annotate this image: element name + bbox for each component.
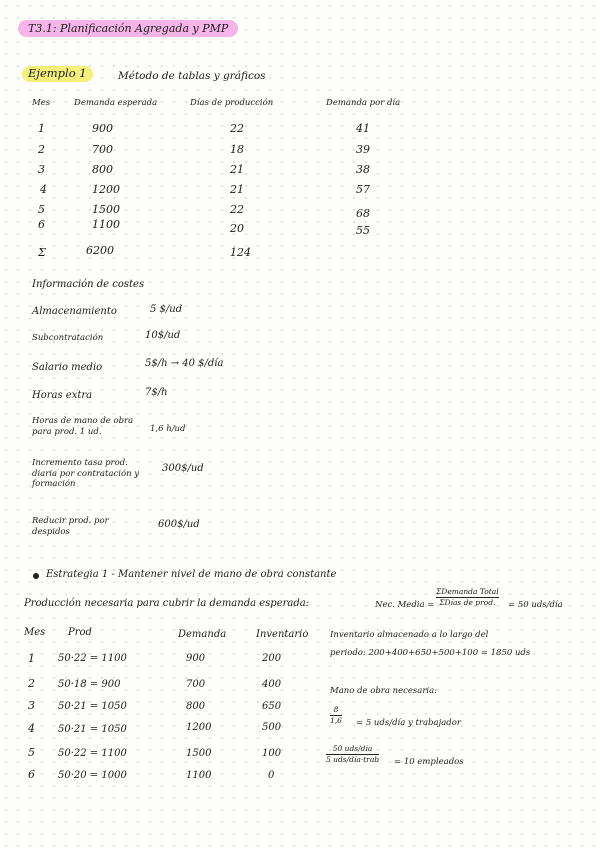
cost-value: 1,6 h/ud [150, 424, 186, 434]
col-header-dias: Días de producción [190, 98, 274, 108]
col-header-demanda-dia: Demanda por día [326, 98, 401, 108]
labor-heading: Mano de obra necesaria: [330, 686, 438, 696]
table-cell: 4 [40, 183, 47, 196]
table-cell: 800 [186, 701, 206, 712]
table-cell: 1500 [92, 203, 120, 216]
table-total-cell: Σ [38, 246, 46, 259]
cost-label: Incremento tasa prod. diaria por contratación y formación [32, 458, 140, 490]
table-cell: 100 [262, 748, 282, 759]
table-cell: 38 [356, 163, 370, 176]
table-cell: 50·22 = 1100 [58, 748, 127, 759]
bullet-icon [33, 573, 39, 579]
table-cell: 500 [262, 722, 282, 733]
cost-label: Horas extra [32, 390, 93, 401]
media-result: = 50 uds/día [508, 600, 563, 610]
table-cell: 1 [38, 122, 45, 135]
labor-fraction-2 [326, 745, 379, 765]
table-cell: 18 [230, 143, 244, 156]
table-cell: 1100 [92, 218, 120, 231]
cost-label: Horas de mano de obra para prod. 1 ud. [32, 416, 134, 437]
table-cell: 5 [28, 746, 35, 759]
table-cell: 3 [38, 163, 45, 176]
media-label: Nec. Media = [375, 600, 435, 610]
inventory-note: Inventario almacenado a lo largo del [330, 630, 489, 640]
table-cell: 68 [356, 207, 370, 220]
table-cell: 900 [186, 653, 206, 664]
cost-value: 7$/h [145, 387, 168, 398]
table-cell: 57 [356, 183, 370, 196]
table-cell: 22 [230, 122, 244, 135]
table-cell: 22 [230, 203, 244, 216]
table-cell: 50·21 = 1050 [58, 701, 127, 712]
table-cell: 4 [28, 722, 35, 735]
cost-label: Reducir prod. por despidos [32, 516, 109, 537]
page-title: T3.1: Planificación Agregada y PMP [18, 20, 238, 37]
table-total-cell: 6200 [86, 244, 114, 257]
cost-value: 300$/ud [162, 463, 204, 474]
cost-value: 5$/h → 40 $/día [145, 358, 224, 369]
table-cell: 200 [262, 653, 282, 664]
table-cell: 1 [28, 652, 35, 665]
table-cell: 50·20 = 1000 [58, 770, 127, 781]
table-cell: 41 [356, 122, 370, 135]
table-cell: 650 [262, 701, 282, 712]
media-denominator: ΣDías de prod. [439, 598, 496, 608]
cost-label: Almacenamiento [32, 306, 117, 317]
col-header-mes: Mes [32, 98, 51, 108]
production-needed-text: Producción necesaria para cubrir la demanda esperada: [24, 598, 310, 609]
table-cell: 900 [92, 122, 113, 135]
fraction-numerator: 8 [333, 705, 339, 714]
labor-fraction-1 [330, 706, 342, 726]
table-cell: 21 [230, 183, 244, 196]
table-cell: 21 [230, 163, 244, 176]
cost-value: 600$/ud [158, 519, 200, 530]
col-header-inventario: Inventario [256, 629, 309, 640]
table-cell: 700 [92, 143, 113, 156]
fraction-denominator: 5 uds/día·trab [326, 755, 380, 765]
table-cell: 800 [92, 163, 113, 176]
strategy-heading: Estrategia 1 - Mantener nivel de mano de obra constante [46, 569, 337, 580]
table-cell: 1200 [92, 183, 120, 196]
col-header-demanda: Demanda [178, 629, 227, 640]
cost-label: Subcontratación [32, 333, 104, 343]
table-cell: 700 [186, 679, 206, 690]
labor-result-1: = 5 uds/día y trabajador [356, 718, 461, 728]
table-cell: 1200 [186, 722, 212, 733]
table-cell: 400 [262, 679, 282, 690]
table-cell: 1100 [186, 770, 212, 781]
table-cell: 1500 [186, 748, 212, 759]
example-tag: Ejemplo 1 [22, 66, 93, 82]
costs-heading: Información de costes [32, 279, 145, 290]
table-cell: 2 [28, 677, 35, 690]
example-heading: Método de tablas y gráficos [118, 70, 266, 82]
col-header-mes: Mes [24, 627, 46, 638]
table-cell: 6 [38, 218, 45, 231]
labor-result-2: = 10 empleados [394, 757, 464, 767]
table-cell: 6 [28, 768, 35, 781]
media-numerator: ΣDemanda Total [436, 587, 499, 596]
table-cell: 3 [28, 699, 35, 712]
table-cell: 39 [356, 143, 370, 156]
col-header-demanda: Demanda esperada [74, 98, 158, 108]
col-header-prod: Prod [68, 627, 92, 638]
table-cell: 20 [230, 222, 244, 235]
table-cell: 2 [38, 143, 45, 156]
cost-value: 5 $/ud [150, 304, 183, 315]
table-cell: 5 [38, 203, 45, 216]
cost-label: Salario medio [32, 362, 103, 373]
fraction-numerator: 50 uds/día [332, 744, 373, 753]
table-cell: 50·22 = 1100 [58, 653, 127, 664]
table-cell: 0 [268, 770, 275, 781]
media-fraction [436, 588, 499, 608]
table-cell: 55 [356, 224, 370, 237]
cost-value: 10$/ud [145, 330, 181, 341]
fraction-denominator: 1,6 [330, 716, 342, 726]
table-cell: 50·18 = 900 [58, 679, 121, 690]
table-total-cell: 124 [230, 246, 251, 259]
inventory-total: periodo: 200+400+650+500+100 = 1850 uds [330, 648, 531, 658]
table-cell: 50·21 = 1050 [58, 724, 127, 735]
